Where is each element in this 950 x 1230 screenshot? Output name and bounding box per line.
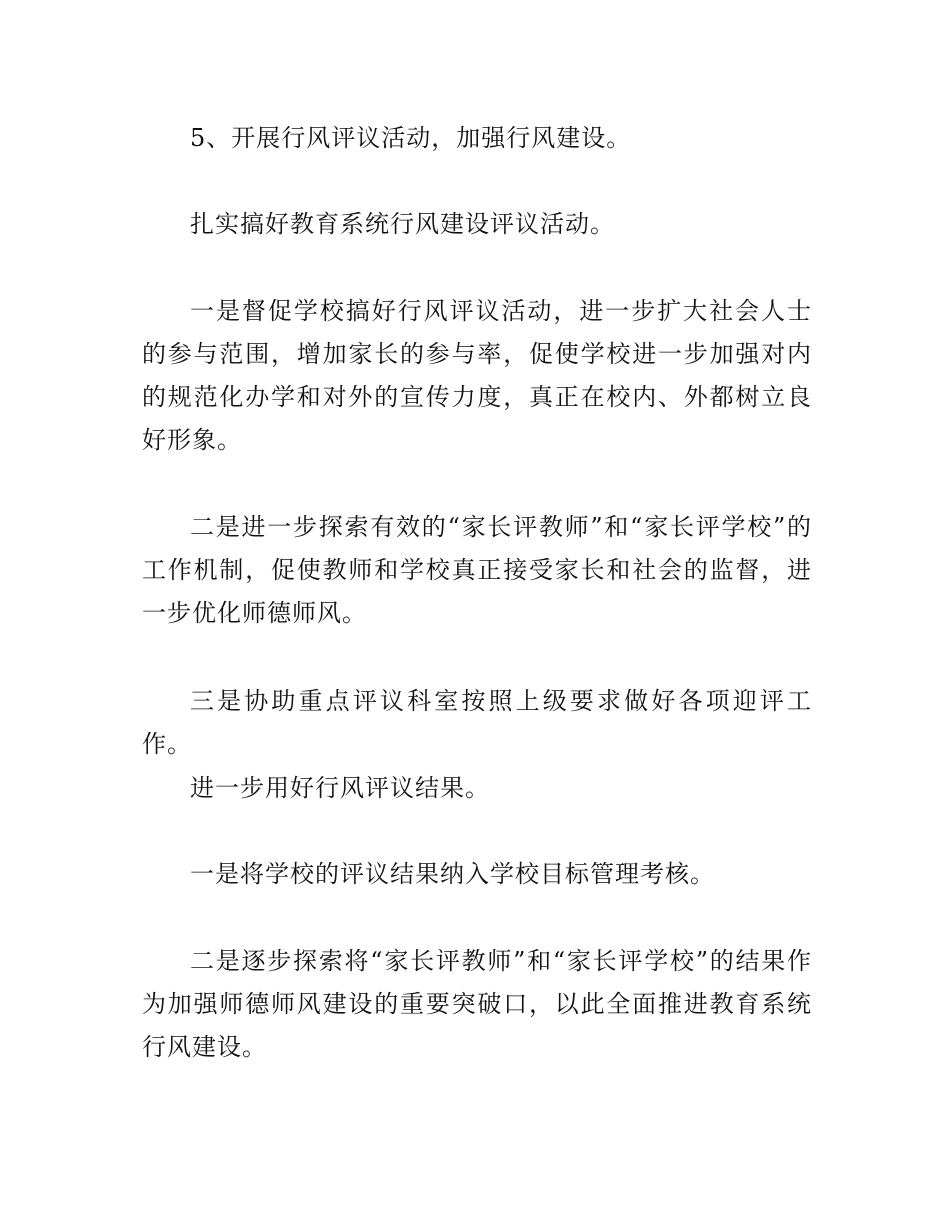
paragraph-point-two: 二是进一步探索有效的“家长评教师”和“家长评学校”的工作机制，促使教师和学校真正接受家长和社会的监督，进一步优化师德师风。 <box>142 513 812 627</box>
paragraph-point-one: 一是督促学校搞好行风评议活动，进一步扩大社会人士的参与范围，增加家长的参与率，促使学校进一步加强对内的规范化办学和对外的宣传力度，真正在校内、外都树立良好形象。 <box>142 297 812 454</box>
paragraph-point-three: 三是协助重点评议科室按照上级要求做好各项迎评工作。 <box>142 687 812 758</box>
paragraph-result-point-two: 二是逐步探索将“家长评教师”和“家长评学校”的结果作为加强师德师风建设的重要突破口，以此全面推进教育系统行风建设。 <box>142 947 812 1061</box>
paragraph-evaluation-activity: 扎实搞好教育系统行风建设评议活动。 <box>190 210 615 238</box>
section-heading-5: 5、开展行风评议活动，加强行风建设。 <box>190 124 632 152</box>
paragraph-result-point-one: 一是将学校的评议结果纳入学校目标管理考核。 <box>190 860 715 888</box>
paragraph-use-results: 进一步用好行风评议结果。 <box>190 774 490 802</box>
